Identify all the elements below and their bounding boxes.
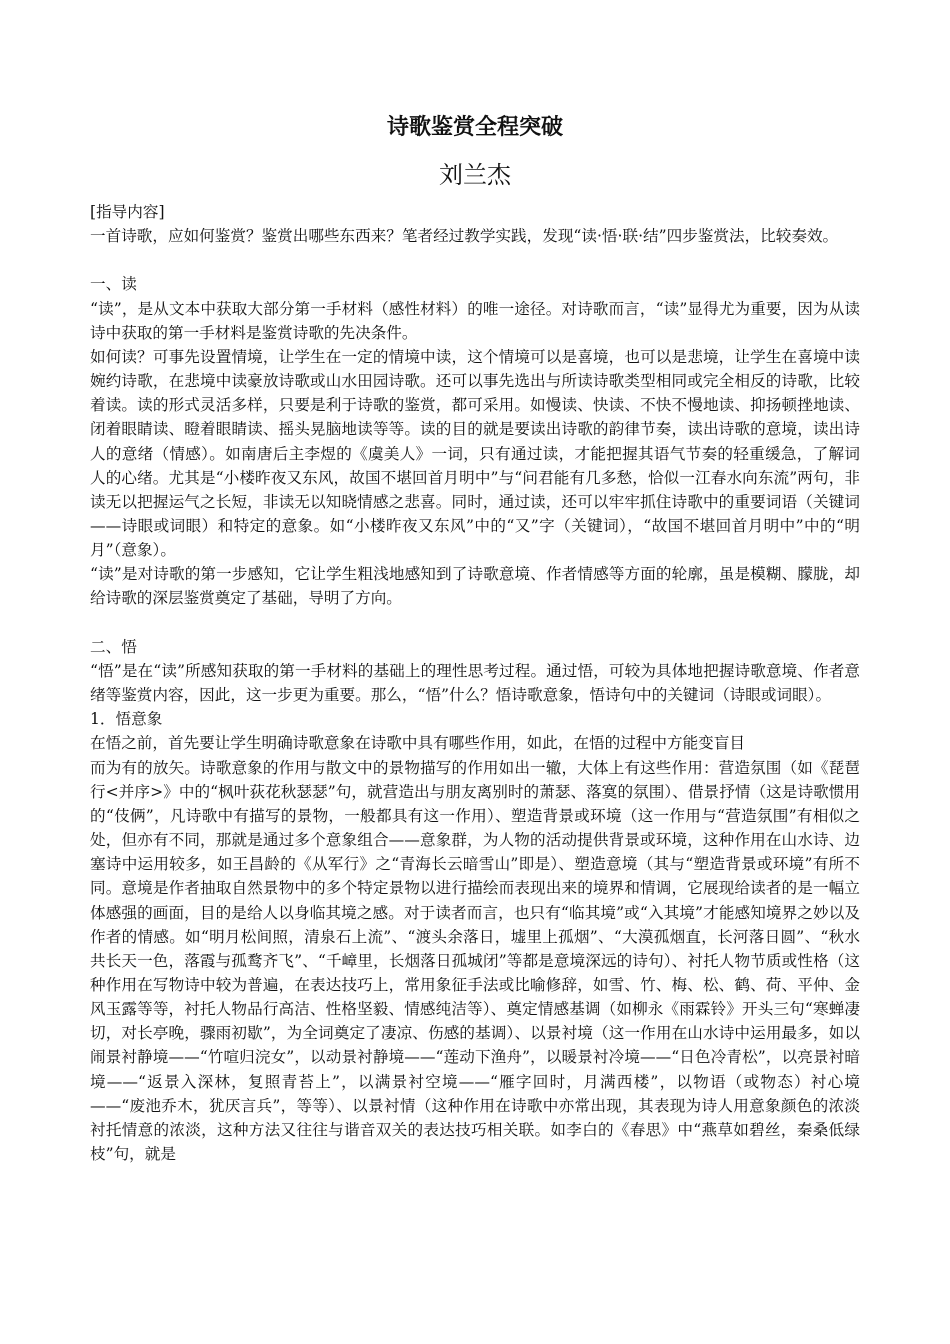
guide-text: 一首诗歌，应如何鉴赏？鉴赏出哪些东西来？笔者经过教学实践，发现“读·悟·联·结”四步鉴赏法，比较奏效。 [90,227,839,246]
section-2-paragraph-3: 而为有的放矢。诗歌意象的作用与散文中的景物描写的作用如出一辙，大体上有这些作用：营造氛围（如《琵琶行<并序>》中的“枫叶荻花秋瑟瑟”句，就营造出与朋友离别时的萧瑟、落寞的氛围）、借景抒情（这是诗歌惯用的“伎俩”，凡诗歌中有描写的景物，一般都具有这一作用）、塑造背景或环境（这一作用与“营造氛围”有相似之处，但亦有不同，那就是通过多个意象组合——意象群，为人物的活动提供背景或环境，这种作用在山水诗、边塞诗中运用较多，如王昌龄的《从军行》之“青海长云暗雪山”即是）、塑造意境（其与“塑造背景或环境”有所不同。意境是作者抽取自然景物中的多个特定景物以进行描绘而表现出来的境界和情调，它展现给读者的是一幅立体感强的画面，目的是给人以身临其境之感。对于读者而言，也只有“临其境”或“入其境”才能感知境界之妙以及作者的情感。如“明月松间照，清泉石上流”、“渡头余落日，墟里上孤烟”、“大漠孤烟直，长河落日圆”、“秋水共长天一色，落霞与孤鹜齐飞”、“千嶂里，长烟落日孤城闭”等都是意境深远的诗句）、衬托人物节质或性格（这种作用在写物诗中较为普遍，在表达技巧上，常用象征手法或比喻修辞，如雪、竹、梅、松、鹤、荷、平仲、金风玉露等等，衬托人物品行高洁、性格坚毅、情感纯洁等）、奠定情感基调（如柳永《雨霖铃》开头三句“寒蝉凄切，对长亭晚，骤雨初歇”，为全词奠定了凄凉、伤感的基调）、以景衬境（这一作用在山水诗中运用最多，如以闹景衬静境——“竹喧归浣女”，以动景衬静境——“莲动下渔舟”，以暖景衬冷境——“日色冷青松”，以亮景衬暗境——“返景入深林，复照青苔上”，以满景衬空境——“雁字回时，月满西楼”，以物语（或物态）衬心境——“废池乔木，犹厌言兵”，等等）、以景衬情（这种作用在诗歌中亦常出现，其表现为诗人用意象颜色的浓淡衬托情意的浓淡，这种方法又往往与谐音双关的表达技巧相关联。如李白的《春思》中“燕草如碧丝，秦桑低绿枝”句，就是 [90,758,860,1164]
section-1-paragraph-1: “读”，是从文本中获取大部分第一手材料（感性材料）的唯一途径。对诗歌而言，“读”显得尤为重要，因为从读诗中获取的第一手材料是鉴赏诗歌的先决条件。 [90,299,860,342]
author-name: 刘兰杰 [439,161,511,189]
article-body [90,200,860,1166]
section-2-heading: 二、悟 [90,637,137,656]
section-2-paragraph-1: “悟”是在“读”所感知获取的第一手材料的基础上的理性思考过程。通过悟，可较为具体地把握诗歌意境、作者意绪等鉴赏内容，因此，这一步更为重要。那么，“悟”什么？悟诗歌意象，悟诗句中的关键词（诗眼或词眼）。 [90,661,860,705]
spacer [90,611,860,635]
guide-label: [指导内容] [90,203,165,221]
section-2-paragraph-2: 在悟之前，首先要让学生明确诗歌意象在诗歌中具有哪些作用，如此，在悟的过程中方能变盲目 [90,734,745,753]
section-1-paragraph-3: “读”是对诗歌的第一步感知，它让学生粗浅地感知到了诗歌意境、作者情感等方面的轮廓，虽是模糊、朦胧，却给诗歌的深层鉴赏奠定了基础，导明了方向。 [90,565,860,608]
spacer [90,248,860,272]
page-title: 诗歌鉴赏全程突破 [386,115,563,140]
section-1-heading: 一、读 [90,275,137,294]
section-2-subheading-1: 1．悟意象 [90,710,163,729]
section-1-paragraph-2: 如何读？可事先设置情境，让学生在一定的情境中读，这个情境可以是喜境，也可以是悲境，让学生在喜境中读婉约诗歌，在悲境中读豪放诗歌或山水田园诗歌。还可以事先选出与所读诗歌类型相同或完全相反的诗歌，比较着读。读的形式灵活多样，只要是利于诗歌的鉴赏，都可采用。如慢读、快读、不快不慢地读、抑扬顿挫地读、闭着眼睛读、瞪着眼睛读、摇头晃脑地读等等。读的目的就是要读出诗歌的韵律节奏，读出诗歌的意境，读出诗人的意绪（情感）。如南唐后主李煜的《虞美人》一词，只有通过读，才能把握其语气节奏的轻重缓急，了解词人的心绪。尤其是“小楼昨夜又东风，故国不堪回首月明中”与“问君能有几多愁，恰似一江春水向东流”两句，非读无以把握运气之长短，非读无以知晓情感之悲喜。同时，通过读，还可以牢牢抓住诗歌中的重要词语（关键词——诗眼或词眼）和特定的意象。如“小楼昨夜又东风”中的“又”字（关键词），“故国不堪回首月明中”中的“明月”（意象）。 [90,347,860,560]
